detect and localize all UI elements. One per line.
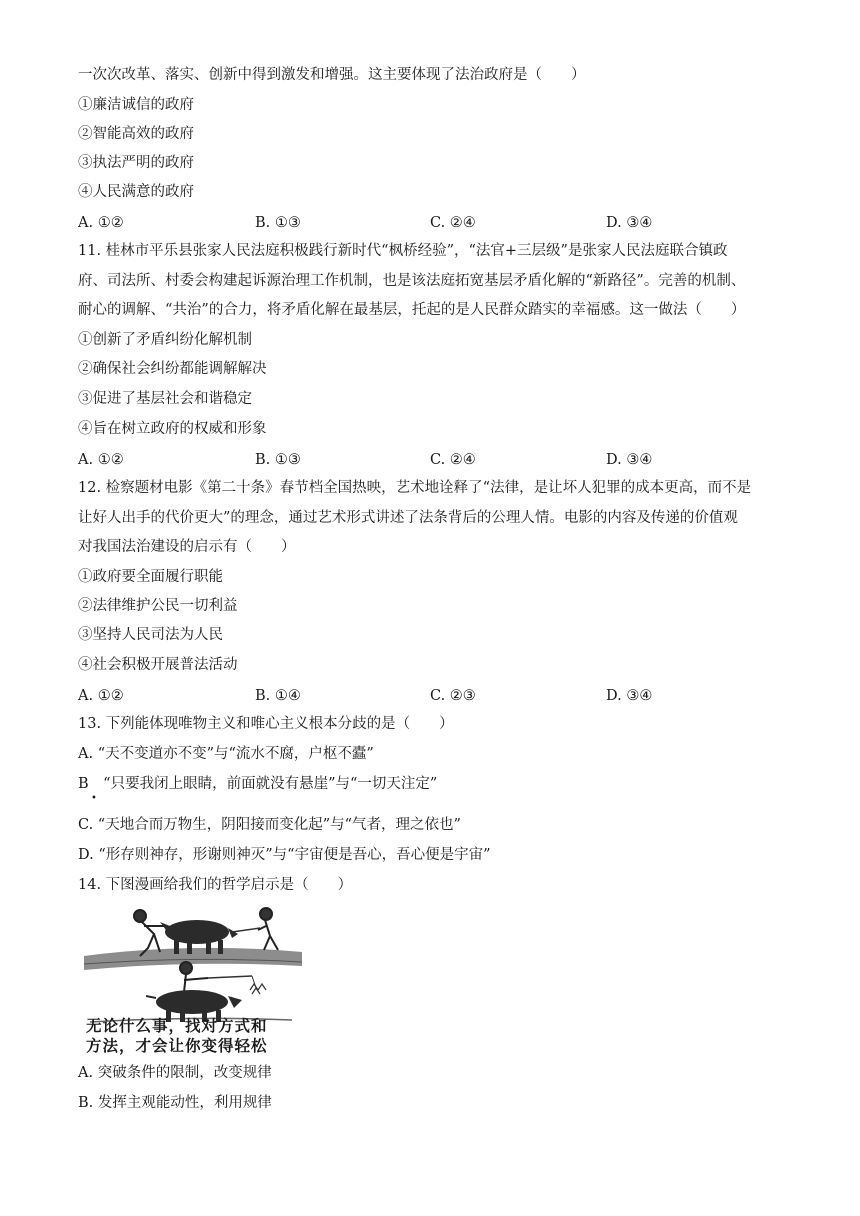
q13-stem: 13. 下列能体现唯物主义和唯心主义根本分歧的是（ ） — [78, 716, 454, 732]
q10-option-c[interactable]: C. ②④ — [430, 215, 476, 231]
option-b-dot: • — [91, 793, 97, 804]
q12-stem-line-1: 12. 检察题材电影《第二十条》春节档全国热映，艺术地诠释了“法律，是让坏人犯罪的成本更高，而不是 — [78, 480, 752, 496]
q11-stem-line-2: 府、司法所、村委会构建起诉源治理工作机制，也是该法庭拓宽基层矛盾化解的“新路径”。完善的机制、 — [78, 273, 746, 289]
q11-option-a[interactable]: A. ①② — [78, 452, 124, 468]
q11-stem-line-1: 11. 桂林市平乐县张家人民法庭积极践行新时代“枫桥经验”，“法官+三层级”是张家人民法庭联合镇政 — [78, 243, 728, 259]
q13-option-c[interactable]: C. “天地合而万物生，阴阳接而变化起”与“气者，理之依也” — [78, 817, 461, 833]
comic-caption-line-1: 无论什么事，找对方式和 — [86, 1017, 268, 1035]
q12-option-d[interactable]: D. ③④ — [606, 688, 653, 704]
q10-item-4: ④人民满意的政府 — [78, 184, 194, 200]
q10-item-3: ③执法严明的政府 — [78, 155, 194, 171]
q12-option-b[interactable]: B. ①④ — [255, 688, 301, 704]
q11-item-1: ①创新了矛盾纠纷化解机制 — [78, 332, 252, 348]
q12-stem-line-3: 对我国法治建设的启示有（ ） — [78, 539, 296, 555]
q12-option-a[interactable]: A. ①② — [78, 688, 124, 704]
q13-option-d[interactable]: D. “形存则神存，形谢则神灭”与“宇宙便是吾心，吾心便是宇宙” — [78, 847, 491, 863]
q10-option-b[interactable]: B. ①③ — [255, 215, 301, 231]
q13-option-b[interactable]: B “只要我闭上眼睛，前面就没有悬崖”与“一切天注定” — [78, 776, 438, 792]
q10-option-a[interactable]: A. ①② — [78, 215, 124, 231]
q12-item-4: ④社会积极开展普法活动 — [78, 657, 238, 673]
q13-option-a[interactable]: A. “天不变道亦不变”与“流水不腐，户枢不蠹” — [78, 746, 374, 762]
q12-stem-line-2: 让好人出手的代价更大”的理念，通过艺术形式讲述了法条背后的公理人情。电影的内容及传递的价值观 — [78, 510, 738, 526]
q11-item-3: ③促进了基层社会和谐稳定 — [78, 391, 252, 407]
q11-option-c[interactable]: C. ②④ — [430, 452, 476, 468]
q11-stem-line-3: 耐心的调解、“共治”的合力，将矛盾化解在最基层，托起的是人民群众踏实的幸福感。这一做法（ ） — [78, 302, 746, 318]
rider-icon — [180, 962, 208, 992]
q11-item-2: ②确保社会纠纷都能调解解决 — [78, 361, 267, 377]
man-pulling-icon — [258, 908, 278, 950]
q12-item-2: ②法律维护公民一切利益 — [78, 598, 238, 614]
comic-caption-line-2: 方法，才会让你变得轻松 — [86, 1037, 268, 1055]
q11-item-4: ④旨在树立政府的权威和形象 — [78, 421, 267, 437]
q10-item-1: ①廉洁诚信的政府 — [78, 97, 194, 113]
q10-option-d[interactable]: D. ③④ — [606, 215, 653, 231]
q14-option-b[interactable]: B. 发挥主观能动性，利用规律 — [78, 1095, 272, 1111]
q14-option-a[interactable]: A. 突破条件的限制，改变规律 — [78, 1065, 272, 1081]
comic-caption — [86, 1016, 268, 1056]
q11-option-d[interactable]: D. ③④ — [606, 452, 653, 468]
grass-bait-icon — [250, 984, 266, 994]
q10-stem-line: 一次次改革、落实、创新中得到激发和增强。这主要体现了法治政府是（ ） — [78, 67, 586, 83]
q11-option-b[interactable]: B. ①③ — [255, 452, 301, 468]
q12-option-c[interactable]: C. ②③ — [430, 688, 476, 704]
q12-item-3: ③坚持人民司法为人民 — [78, 627, 223, 643]
q12-item-1: ①政府要全面履行职能 — [78, 569, 223, 585]
q14-stem: 14. 下图漫画给我们的哲学启示是（ ） — [78, 877, 353, 893]
q10-item-2: ②智能高效的政府 — [78, 126, 194, 142]
man-pushing-icon — [134, 910, 164, 956]
